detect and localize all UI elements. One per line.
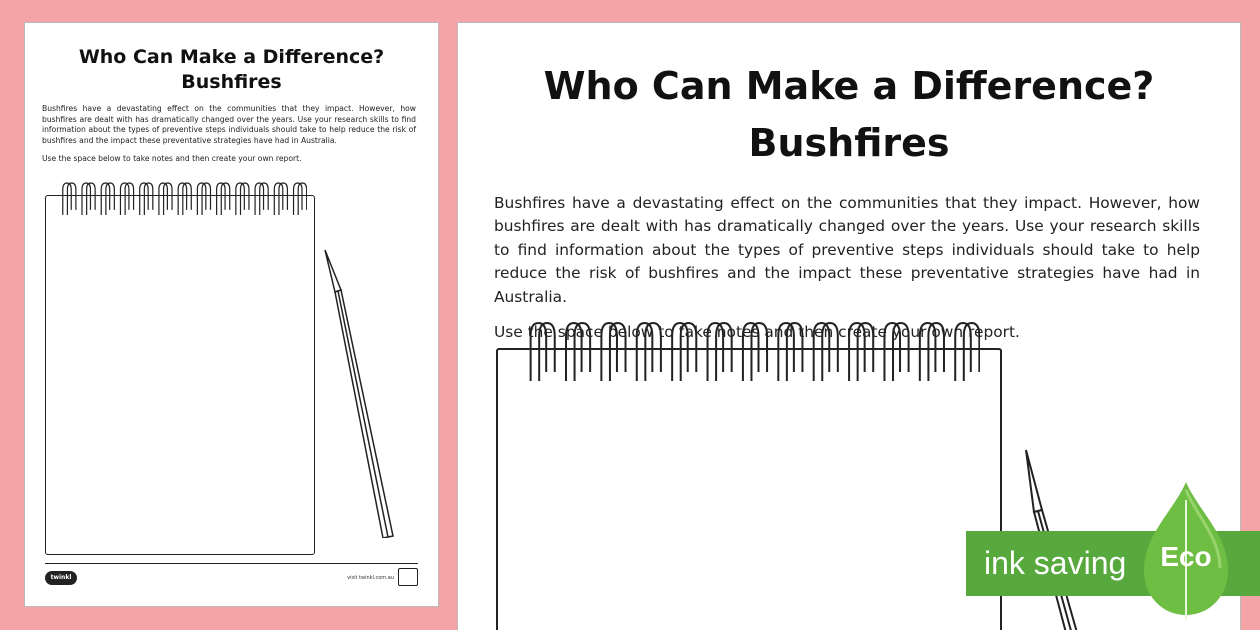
worksheet-preview-thumbnail bbox=[24, 22, 439, 607]
ring-icon bbox=[884, 323, 908, 381]
ring-icon bbox=[955, 323, 979, 381]
ring-icon bbox=[637, 323, 661, 381]
ring-icon bbox=[63, 183, 76, 215]
title-line-2: Bushfires bbox=[748, 121, 950, 165]
title-line-1: Who Can Make a Difference? bbox=[78, 46, 385, 68]
ring-icon bbox=[743, 323, 767, 381]
ring-icon bbox=[601, 323, 625, 381]
pencil-icon bbox=[321, 248, 396, 538]
ring-icon bbox=[849, 323, 873, 381]
ring-icon bbox=[140, 183, 153, 215]
spiral-rings bbox=[520, 321, 980, 381]
ring-icon bbox=[255, 183, 268, 215]
ring-icon bbox=[531, 323, 555, 381]
ring-icon bbox=[178, 183, 191, 215]
ring-icon bbox=[566, 323, 590, 381]
ring-icon bbox=[778, 323, 802, 381]
ink-saving-label: ink saving bbox=[984, 545, 1127, 581]
spiral-rings bbox=[57, 181, 307, 215]
ring-icon bbox=[217, 183, 230, 215]
ring-icon bbox=[197, 183, 210, 215]
eco-label: Eco bbox=[1160, 541, 1212, 572]
title-line-1: Who Can Make a Difference? bbox=[543, 64, 1155, 108]
title-line-2: Bushfires bbox=[181, 71, 282, 93]
visit-url: visit twinkl.com.au bbox=[347, 575, 394, 581]
ring-icon bbox=[120, 183, 133, 215]
intro-paragraph: Bushfires have a devastating effect on the communities that they impact. However, how bushfires are dealt with has dramatically changed over the years. Use your research skills to find information about the types of preventive steps individuals should take to help reduce the risk of bushfires and the impact these preventative strategies have had in Australia. bbox=[42, 104, 416, 146]
ring-icon bbox=[294, 183, 307, 215]
ring-icon bbox=[82, 183, 95, 215]
twinkl-logo: twinkl bbox=[45, 571, 77, 585]
ring-icon bbox=[920, 323, 944, 381]
worksheet-title bbox=[25, 45, 438, 95]
ring-icon bbox=[159, 183, 172, 215]
ring-icon bbox=[101, 183, 114, 215]
ring-icon bbox=[708, 323, 732, 381]
instruction-paragraph: Use the space below to take notes and then create your own report. bbox=[42, 153, 302, 163]
spiral-notebook-icon bbox=[45, 195, 315, 555]
worksheet-title bbox=[458, 58, 1240, 172]
spiral-notebook-icon bbox=[496, 348, 1002, 630]
ring-icon bbox=[814, 323, 838, 381]
ring-icon bbox=[274, 183, 287, 215]
twinkl-badge-icon bbox=[398, 568, 418, 586]
footer-divider bbox=[45, 563, 418, 564]
ring-icon bbox=[236, 183, 249, 215]
ring-icon bbox=[672, 323, 696, 381]
intro-paragraph: Bushfires have a devastating effect on the communities that they impact. However, how bushfires are dealt with has dramatically changed over the years. Use your research skills to find information about the types of preventive steps individuals should take to help reduce the risk of bushfires and the impact these preventative strategies have had in Australia. bbox=[494, 194, 1200, 306]
instruction-paragraph: Use the space below to take notes and then create your own report. bbox=[494, 323, 1020, 342]
